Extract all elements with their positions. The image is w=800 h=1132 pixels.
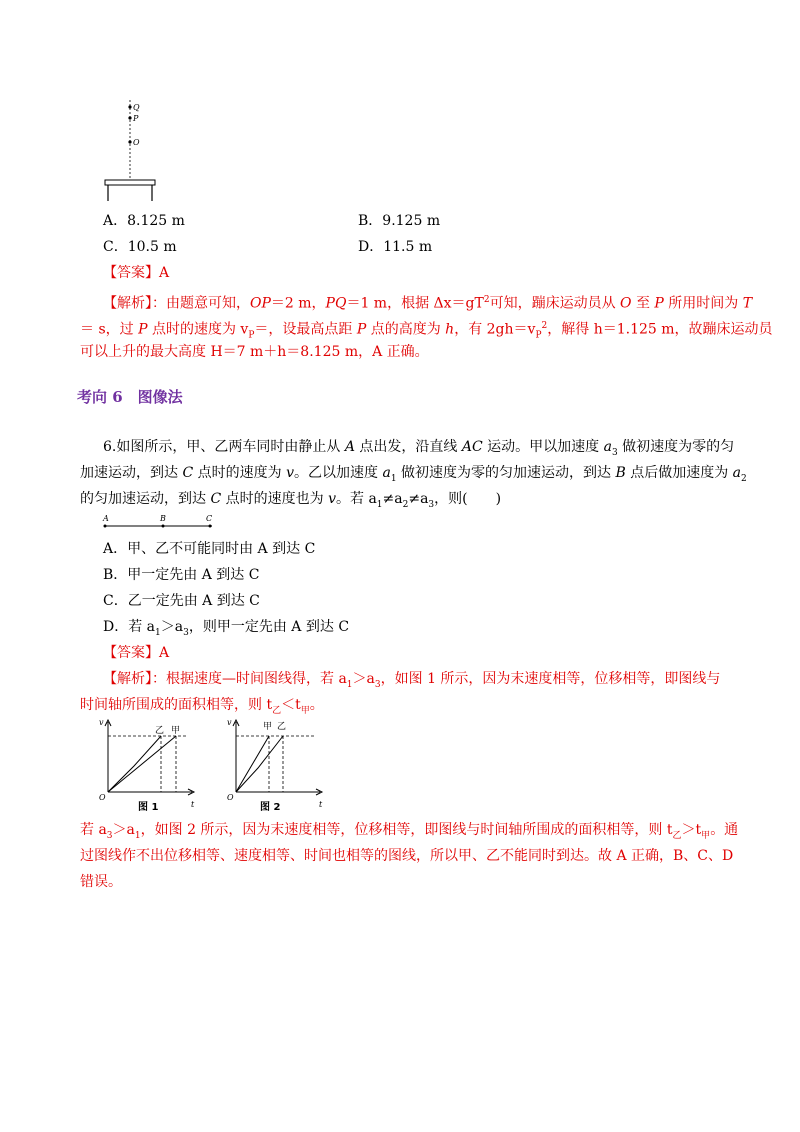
text: 3 xyxy=(428,499,435,510)
text: 1 xyxy=(155,627,161,638)
text: 做初速度为零的匀 xyxy=(617,439,735,455)
text: a xyxy=(732,465,742,481)
text: 根据速度—时间图线得，若 a xyxy=(166,671,347,687)
text: P xyxy=(535,330,542,341)
abc-line-figure xyxy=(100,512,220,532)
q6-option-b: B．甲一定先由 A 到达 C xyxy=(103,567,260,583)
origin-label: O xyxy=(99,793,106,802)
text: 甲 xyxy=(701,830,711,841)
text: P xyxy=(356,321,367,338)
text: ＝，设最高点距 xyxy=(254,321,357,338)
q6-answer: 【答案】A xyxy=(103,645,170,661)
analysis-label: 【解析】： xyxy=(103,295,166,312)
q6-analysis-line-5: 错误。 xyxy=(80,874,122,890)
trampoline-figure xyxy=(95,95,165,205)
text: h xyxy=(445,321,455,338)
text: 可知，蹦床运动员从 xyxy=(489,295,621,312)
text: A xyxy=(344,439,355,455)
text: 1 xyxy=(390,473,397,484)
text: ，则( ) xyxy=(434,491,502,507)
text: O xyxy=(620,295,632,312)
text: 时间轴所围成的面积相等，则 t xyxy=(80,697,273,713)
q6-stem-line-3 xyxy=(80,489,501,515)
point-c-label: C xyxy=(206,514,213,523)
text: P xyxy=(138,321,148,338)
text: C xyxy=(210,491,222,507)
text: 3 xyxy=(183,627,189,638)
q6-analysis-line-1 xyxy=(103,669,720,695)
point-a-label: A xyxy=(103,514,109,523)
text: 1 xyxy=(346,679,353,690)
v-axis-label: v xyxy=(99,718,104,727)
text: ，有 2gh＝v xyxy=(454,321,536,338)
text: OP xyxy=(250,295,271,312)
text: ＞a xyxy=(160,619,184,635)
text: 3 xyxy=(374,679,381,690)
curve-jia-label: 甲 xyxy=(263,722,273,732)
text: 由题意可知， xyxy=(166,295,250,312)
point-p-label: P xyxy=(133,114,139,123)
q6-option-c: C．乙一定先由 A 到达 C xyxy=(103,593,260,609)
text: 1 xyxy=(134,830,141,841)
q5-option-a: A．8.125 m xyxy=(103,213,185,229)
v-axis-label: v xyxy=(227,718,232,727)
text: 6.如图所示，甲、乙两车同时由静止从 xyxy=(103,439,345,455)
text: 点后做加速度为 xyxy=(625,465,733,481)
q6-option-a: A．甲、乙不可能同时由 A 到达 C xyxy=(103,541,316,557)
text: v xyxy=(286,465,294,481)
text: 2 xyxy=(541,321,548,331)
q6-option-d xyxy=(103,617,349,643)
text: ＞a xyxy=(112,822,135,838)
text: AC xyxy=(461,439,483,455)
text: P xyxy=(654,295,664,312)
text: B xyxy=(615,465,626,481)
text: 加速运动，到达 xyxy=(80,465,183,481)
text: ＝1 m，根据 Δx＝gT xyxy=(346,295,484,312)
q5-answer: 【答案】A xyxy=(103,265,170,281)
vt-graph-1 xyxy=(98,716,198,816)
t-axis-label: t xyxy=(319,800,323,809)
text: a xyxy=(382,465,391,481)
q5-analysis-line-1 xyxy=(103,290,752,314)
curve-jia-label: 甲 xyxy=(171,726,181,736)
q6-stem-line-1 xyxy=(103,437,734,463)
text: 点时的速度为 v xyxy=(147,321,249,338)
text: 做初速度为零的匀加速运动，到达 xyxy=(396,465,616,481)
text: 。 xyxy=(309,697,324,713)
text: 若 a xyxy=(80,822,107,838)
q5-analysis-line-3: 可以上升的最大高度 H＝7 m＋h＝8.125 m，A 正确。 xyxy=(80,344,429,360)
text: 2 xyxy=(402,499,409,510)
point-b-label: B xyxy=(160,514,166,523)
section-title: 考向 6 图像法 xyxy=(77,388,183,406)
curve-yi-label: 乙 xyxy=(155,726,165,736)
analysis-label: 【解析】： xyxy=(103,671,166,687)
text: ＞a xyxy=(352,671,375,687)
origin-label: O xyxy=(227,793,234,802)
text: ＝2 m， xyxy=(270,295,326,312)
t-axis-label: t xyxy=(191,800,195,809)
text: ＝ s，过 xyxy=(80,321,139,338)
text: 1 xyxy=(376,499,383,510)
text: 乙 xyxy=(272,705,282,716)
text: 所用时间为 xyxy=(663,295,743,312)
q5-option-d: D．11.5 m xyxy=(358,239,433,255)
text: 3 xyxy=(106,830,113,841)
text: C xyxy=(182,465,194,481)
point-o-label: O xyxy=(133,138,140,147)
text: 2 xyxy=(741,473,747,484)
point-q-label: Q xyxy=(133,103,140,112)
text: ＜t xyxy=(281,697,301,713)
text: 。通 xyxy=(710,822,739,838)
text: a xyxy=(603,439,612,455)
text: 。乙以加速度 xyxy=(294,465,383,481)
text: v xyxy=(328,491,336,507)
text: D．若 a xyxy=(103,619,156,635)
text: ，如图 1 所示，因为末速度相等，位移相等，即图线与 xyxy=(380,671,721,687)
graph-1-caption: 图 1 xyxy=(138,802,159,813)
text: ≠a xyxy=(382,491,403,507)
text: ＞t xyxy=(681,822,702,838)
text: ，解得 h＝1.125 m，故蹦床运动员 xyxy=(547,321,773,338)
text: 点时的速度为 xyxy=(193,465,287,481)
graph-2-caption: 图 2 xyxy=(260,802,281,813)
text: P xyxy=(248,330,255,341)
text: 点出发，沿直线 xyxy=(354,439,462,455)
text: ，如图 2 所示，因为末速度相等，位移相等，即图线与时间轴所围成的面积相等，则 t xyxy=(140,822,673,838)
text: ，则甲一定先由 A 到达 C xyxy=(188,619,350,635)
q6-analysis-line-4: 过图线作不出位移相等、速度相等、时间也相等的图线，所以甲、乙不能同时到达。故 A 正确，B、C、D xyxy=(80,848,734,864)
q5-option-b: B．9.125 m xyxy=(358,213,441,229)
text: 运动。甲以加速度 xyxy=(482,439,604,455)
q6-analysis-line-3 xyxy=(80,820,738,846)
q6-stem-line-2 xyxy=(80,463,747,489)
text: 点时的速度也为 xyxy=(221,491,329,507)
q5-option-c: C．10.5 m xyxy=(103,239,177,255)
text: 甲 xyxy=(300,705,310,716)
text: 3 xyxy=(611,447,618,458)
text: PQ xyxy=(325,295,347,312)
text: T xyxy=(742,295,753,312)
text: 乙 xyxy=(672,830,682,841)
text: 的匀加速运动，到达 xyxy=(80,491,211,507)
curve-yi-label: 乙 xyxy=(277,722,287,732)
vt-graph-2 xyxy=(226,716,326,816)
text: 。若 a xyxy=(336,491,377,507)
text: ≠a xyxy=(408,491,429,507)
text: 2 xyxy=(483,295,490,305)
text: 点的高度为 xyxy=(366,321,446,338)
text: 至 xyxy=(631,295,655,312)
